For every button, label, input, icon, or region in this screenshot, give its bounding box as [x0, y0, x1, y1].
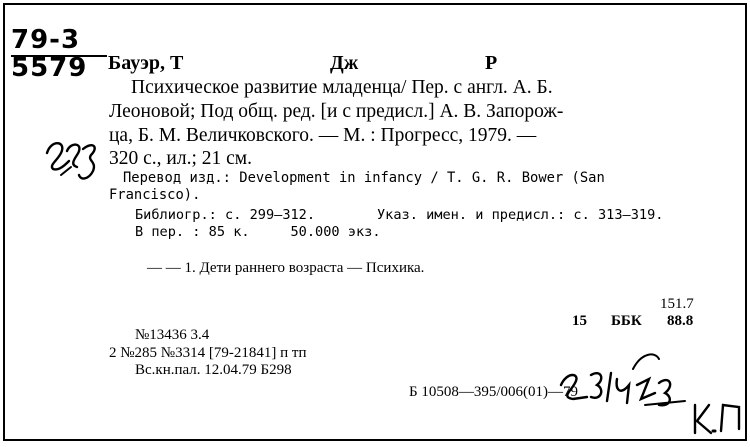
bbk-label: ББК: [611, 313, 642, 329]
class-prefix: 15: [572, 313, 587, 329]
title-line-1: Психическое развитие младенца/ Пер. с англ. А. Б.: [131, 77, 553, 98]
number-line: 2 №285 №3314 [79-21841] п тп: [109, 345, 307, 361]
author-initial-2: Дж: [330, 52, 359, 74]
title-line-4: 320 с., ил.; 21 см.: [109, 148, 252, 169]
translation-line-1: Перевод изд.: Development in infancy / T. G. R. Bower (San: [123, 170, 605, 186]
subject-heading: — — 1. Дети раннего возраста — Психика.: [147, 260, 425, 276]
call-number-top: 79-3: [11, 25, 81, 55]
class-code-2: 88.8: [667, 313, 694, 329]
class-code-1: 151.7: [660, 296, 694, 312]
author-surname: Бауэр, Т: [108, 52, 184, 74]
call-number-bottom: 5579: [11, 53, 88, 83]
handwritten-left-note: [41, 131, 105, 187]
translation-line-2: Francisco).: [109, 187, 201, 203]
order-line: №13436 3.4: [135, 327, 210, 343]
catalog-card: [3, 3, 747, 441]
date-line: Вс.кн.пал. 12.04.79 Б298: [135, 362, 292, 378]
handwritten-signature: [545, 345, 695, 425]
author-initial-3: Р: [485, 52, 498, 74]
bottom-code: Б 10508—395/006(01)—79: [409, 384, 579, 400]
title-line-2: Леоновой; Под общ. ред. [и с предисл.] А. В. Запорож-: [109, 101, 564, 122]
index-note: Указ. имен. и предисл.: с. 313—319.: [377, 207, 664, 223]
handwritten-corner-initials: [687, 397, 747, 439]
binding-and-print-run: В пер. : 85 к. 50.000 экз.: [135, 224, 381, 240]
title-line-3: ца, Б. М. Величковского. — М. : Прогресс, 1979. —: [109, 125, 537, 146]
bibliography-note: Библиогр.: с. 299—312.: [135, 207, 316, 223]
